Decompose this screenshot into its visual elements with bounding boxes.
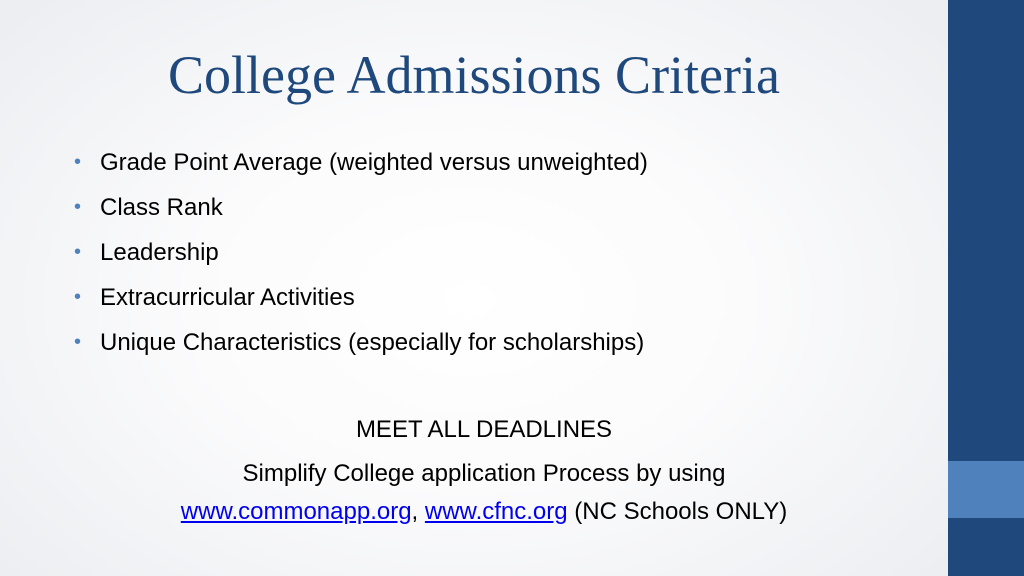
bullet-dot-icon: •	[74, 286, 82, 308]
deadline-notice: MEET ALL DEADLINES	[355, 416, 613, 443]
link-separator: ,	[411, 498, 425, 525]
bullet-item	[74, 185, 648, 230]
bullet-text: Extracurricular Activities	[100, 284, 355, 311]
bullet-dot-icon: •	[74, 331, 82, 353]
bullet-item	[74, 140, 648, 185]
bullet-text: Unique Characteristics (especially for scholarships)	[100, 329, 645, 356]
links-line	[0, 493, 968, 531]
bullet-list	[74, 140, 648, 365]
bullet-text: Leadership	[100, 239, 219, 266]
cfnc-link[interactable]: www.cfnc.org	[424, 498, 568, 525]
bullet-text: Class Rank	[100, 194, 223, 221]
slide-title: College Admissions Criteria	[168, 45, 780, 105]
bullet-text: Grade Point Average (weighted versus unweighted)	[100, 149, 648, 176]
bullet-dot-icon: •	[74, 151, 82, 173]
bullet-item	[74, 320, 648, 365]
links-suffix: (NC Schools ONLY)	[567, 498, 788, 525]
simplify-text: Simplify College application Process by using	[242, 460, 726, 487]
bullet-item	[74, 230, 648, 275]
commonapp-link[interactable]: www.commonapp.org	[180, 498, 412, 525]
bullet-dot-icon: •	[74, 196, 82, 218]
bullet-item	[74, 275, 648, 320]
bullet-dot-icon: •	[74, 241, 82, 263]
